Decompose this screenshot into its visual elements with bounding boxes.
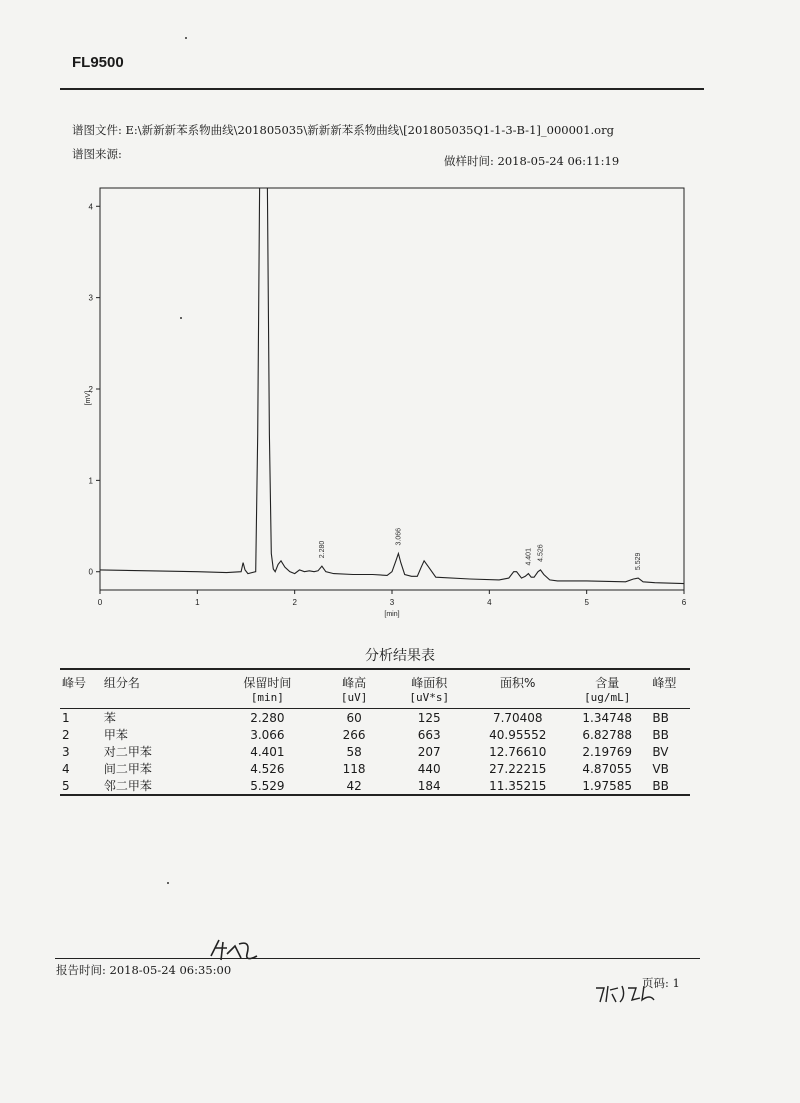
table-cell: 邻二甲苯 xyxy=(103,779,152,793)
file-path-row xyxy=(72,122,614,138)
results-table xyxy=(60,668,690,796)
column-header xyxy=(102,669,214,709)
speck xyxy=(167,882,169,884)
column-header-label: 峰面积 xyxy=(411,676,448,690)
table-cell: VB xyxy=(652,761,669,776)
table-row xyxy=(60,760,690,777)
source-row xyxy=(72,146,122,162)
table-cell: 甲苯 xyxy=(103,728,128,742)
column-unit: [uV] xyxy=(340,691,368,704)
column-unit: [min] xyxy=(250,691,284,704)
column-header-label: 峰高 xyxy=(342,676,367,690)
peak-label: 4.526 xyxy=(537,544,545,562)
page-label: 页码: xyxy=(642,976,669,990)
file-path: E:\新新新苯系物曲线\201805035\新新新苯系物曲线\[201805035Q1-1-3-B-1]_000001.org xyxy=(125,123,614,137)
column-unit: [uV*s] xyxy=(409,691,450,704)
column-header-label: 峰号 xyxy=(62,676,87,690)
table-cell: 4.87055 xyxy=(582,761,633,776)
peak-label: 4.401 xyxy=(525,548,533,566)
x-tick-label: 6 xyxy=(681,598,687,607)
x-tick-label: 5 xyxy=(584,598,589,607)
table-cell: 间二甲苯 xyxy=(103,762,152,776)
page-number-row xyxy=(642,975,680,991)
x-tick-label: 1 xyxy=(195,598,200,607)
table-cell: 1.34748 xyxy=(582,710,633,725)
column-header xyxy=(60,669,102,709)
table-row xyxy=(60,726,690,743)
column-header-label: 峰型 xyxy=(652,676,677,690)
table-cell: 4.401 xyxy=(250,744,285,759)
chromatogram-chart xyxy=(80,185,690,625)
column-header-label: 保留时间 xyxy=(243,676,292,690)
x-tick-label: 4 xyxy=(487,598,492,607)
x-tick-label: 3 xyxy=(389,598,395,607)
column-header-label: 含量 xyxy=(595,676,620,690)
table-cell: 440 xyxy=(417,761,441,776)
speck xyxy=(180,317,182,319)
y-tick-label: 4 xyxy=(88,202,93,212)
table-cell: 266 xyxy=(342,727,366,742)
table-body xyxy=(60,709,690,796)
table-cell: 4.526 xyxy=(250,761,285,776)
table-cell: 207 xyxy=(417,744,441,759)
table-title: 分析结果表 xyxy=(365,648,435,664)
plot-frame xyxy=(100,188,684,590)
column-header xyxy=(387,669,471,709)
column-header xyxy=(471,669,564,709)
table-cell: 对二甲苯 xyxy=(103,745,152,759)
table-cell: 58 xyxy=(346,744,362,759)
table-row xyxy=(60,709,690,727)
table-cell: 60 xyxy=(346,710,362,725)
table-cell: 5.529 xyxy=(250,778,285,793)
table-cell: 3.066 xyxy=(250,727,285,742)
y-tick-label: 0 xyxy=(88,567,93,577)
sample-time-label: 做样时间: xyxy=(444,154,494,168)
column-header xyxy=(214,669,322,709)
instrument-model: FL9500 xyxy=(72,54,124,71)
table-cell: 4 xyxy=(62,761,70,776)
peak-label: 5.529 xyxy=(635,552,643,571)
report-time-label: 报告时间: xyxy=(56,963,106,977)
column-header xyxy=(564,669,650,709)
table-header-row xyxy=(60,669,690,709)
table-cell: 12.76610 xyxy=(489,744,547,759)
file-label: 谱图文件: xyxy=(72,123,122,137)
report-time-row xyxy=(56,962,231,978)
table-cell: BB xyxy=(652,727,669,742)
table-cell: 2.19769 xyxy=(582,744,633,759)
peak-label: 3.066 xyxy=(395,527,403,546)
table-cell: 2 xyxy=(62,727,70,742)
y-axis-label: [mV] xyxy=(85,390,92,406)
column-header-label: 组分名 xyxy=(103,676,140,690)
table-cell: 1.97585 xyxy=(582,778,633,793)
y-tick-label: 1 xyxy=(88,476,93,486)
table-cell: 2.280 xyxy=(250,710,285,725)
table-cell: 125 xyxy=(417,710,441,725)
table-cell: 27.22215 xyxy=(489,761,547,776)
table-cell: 3 xyxy=(62,744,70,759)
column-header-label: 面积% xyxy=(500,676,536,690)
table-row xyxy=(60,777,690,795)
table-cell: BV xyxy=(652,744,669,759)
table-cell: 663 xyxy=(417,727,441,742)
source-label: 谱图来源: xyxy=(72,147,122,161)
x-axis-label: [min] xyxy=(384,611,400,618)
table-cell: 40.95552 xyxy=(489,727,547,742)
column-header xyxy=(650,669,690,709)
column-header xyxy=(321,669,387,709)
table-cell: 11.35215 xyxy=(489,778,547,793)
table-cell: BB xyxy=(652,778,669,793)
y-tick-label: 3 xyxy=(88,293,93,303)
table-cell: 118 xyxy=(342,761,366,776)
table-cell: BB xyxy=(652,710,669,725)
table-cell: 7.70408 xyxy=(492,710,543,725)
sample-time-row xyxy=(444,153,619,169)
peak-label: 2.280 xyxy=(318,540,326,559)
chromatogram-trace xyxy=(100,188,684,584)
x-tick-label: 2 xyxy=(292,598,297,607)
table-cell: 苯 xyxy=(103,711,116,725)
column-unit: [ug/mL] xyxy=(584,691,631,704)
table-cell: 42 xyxy=(346,778,362,793)
y-tick-label: 2 xyxy=(88,385,93,394)
speck xyxy=(185,37,187,39)
table-cell: 1 xyxy=(62,710,70,725)
table-cell: 184 xyxy=(417,778,441,793)
header-divider xyxy=(60,88,704,90)
table-cell: 6.82788 xyxy=(582,727,633,742)
table-cell: 5 xyxy=(62,778,70,793)
table-row xyxy=(60,743,690,760)
page-number: 1 xyxy=(672,976,680,990)
report-time: 2018-05-24 06:35:00 xyxy=(109,963,232,977)
x-tick-label: 0 xyxy=(97,598,103,607)
footer-divider xyxy=(55,958,700,959)
sample-time: 2018-05-24 06:11:19 xyxy=(497,154,620,168)
